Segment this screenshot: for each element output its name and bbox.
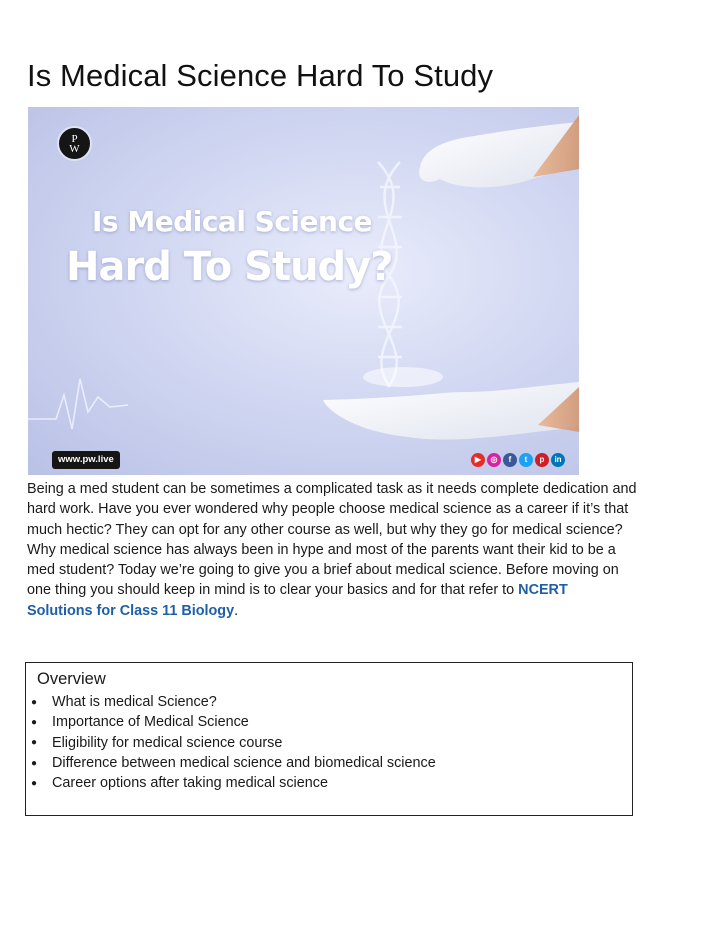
intro-text: Being a med student can be sometimes a complicated task as it needs complete dedication and hard work. Have you ever wondered why people choose medical science as a career if it’s that much hectic? They can opt for any other course as well, but why they go for medical science? Why medical science has always been in hype and most of the parents want their kid to be a med student? Today we’re going to give you a brief about medical science. Before moving on one thing you should keep in mind is to clear your basics and for that refer to	[27, 481, 637, 599]
list-item-text: Difference between medical science and biomedical science	[52, 755, 436, 772]
facebook-icon: f	[503, 453, 517, 467]
intro-end: .	[234, 602, 239, 619]
list-item-text: Importance of Medical Science	[52, 714, 249, 731]
list-item	[31, 692, 436, 712]
bullet: ●	[31, 737, 38, 749]
logo-letter-w: W	[69, 142, 80, 155]
site-url-badge: www.pw.live	[52, 451, 120, 469]
overview-title: Overview	[37, 670, 106, 688]
list-item-text: What is medical Science?	[52, 694, 217, 711]
overview-box	[25, 662, 633, 816]
hero-headline-line2: Hard To Study?	[66, 244, 393, 290]
bullet: ●	[31, 777, 38, 789]
youtube-icon: ▶	[471, 453, 485, 467]
overview-list	[31, 692, 436, 793]
intro-paragraph	[27, 479, 637, 621]
bullet: ●	[31, 757, 38, 769]
list-item-text: Eligibility for medical science course	[52, 734, 283, 751]
bullet: ●	[31, 696, 38, 708]
hero-illustration	[28, 107, 579, 475]
list-item-text: Career options after taking medical science	[52, 775, 328, 792]
page-title: Is Medical Science Hard To Study	[27, 58, 494, 93]
social-icons	[471, 453, 565, 467]
bullet: ●	[31, 716, 38, 728]
logo-letter-p: P	[71, 132, 78, 145]
twitter-icon: t	[519, 453, 533, 467]
hero-headline-line1: Is Medical Science	[92, 205, 373, 238]
linkedin-icon: in	[551, 453, 565, 467]
ncert-solutions-link[interactable]: NCERT Solutions for Class 11 Biology	[27, 582, 568, 619]
list-item	[31, 733, 436, 753]
pinterest-icon: p	[535, 453, 549, 467]
list-item	[31, 712, 436, 732]
hero-image	[28, 107, 579, 475]
upper-glove-hand	[419, 115, 579, 187]
list-item	[31, 773, 436, 793]
pulse-line	[28, 379, 128, 429]
lower-glove-hand	[323, 382, 579, 440]
instagram-icon: ◎	[487, 453, 501, 467]
list-item	[31, 753, 436, 773]
pw-logo	[57, 126, 92, 161]
